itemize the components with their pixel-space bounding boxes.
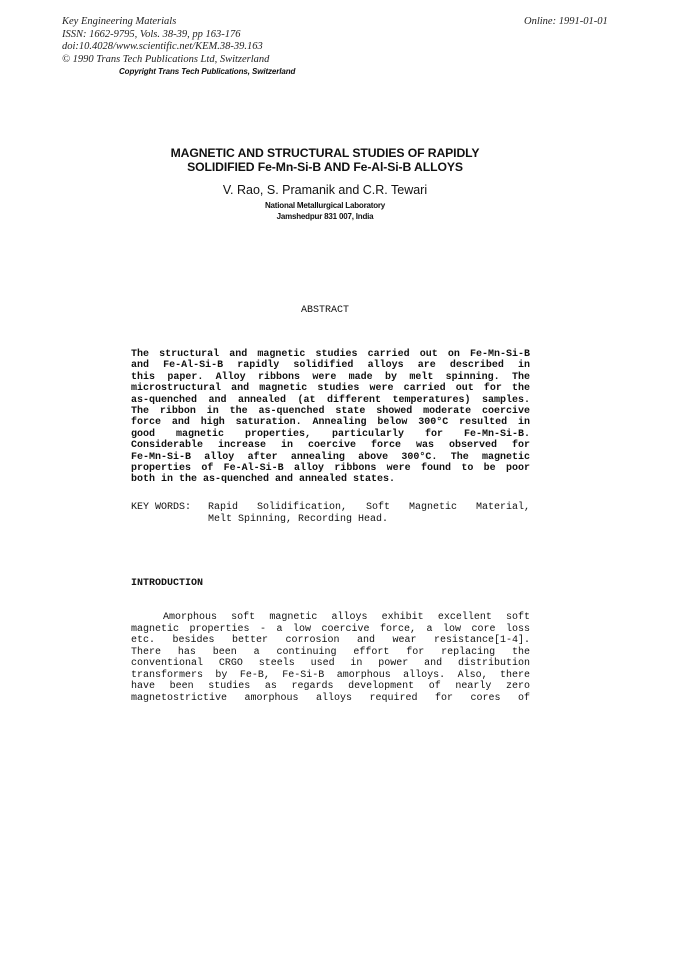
keywords-label: KEY WORDS: xyxy=(131,502,192,513)
intro-line: Amorphous soft magnetic alloys exhibit excellent soft xyxy=(163,612,530,623)
online-date: Online: 1991-01-01 xyxy=(524,16,608,27)
affiliation-line-2: Jamshedpur 831 007, India xyxy=(276,211,374,221)
abstract-line: force and high saturation. Annealing below 300°C resulted in xyxy=(131,417,530,429)
intro-line: magnetic properties - a low coercive force, a low core loss xyxy=(131,623,530,635)
paper-title xyxy=(120,146,530,174)
keywords-line-2: Melt Spinning, Recording Head. xyxy=(208,514,389,525)
copyright-line: Copyright Trans Tech Publications, Switzerland xyxy=(119,67,296,76)
keywords-line-1: Rapid Solidification, Soft Magnetic Material, xyxy=(208,502,530,513)
intro-line: have been studies as regards development of nearly zero xyxy=(131,681,530,692)
intro-line: transformers by Fe-B, Fe-Si-B amorphous alloys. Also, there xyxy=(131,669,530,681)
issn-line: ISSN: 1662-9795, Vols. 38-39, pp 163-176 xyxy=(62,28,241,40)
title-line-2: SOLIDIFIED Fe-Mn-Si-B AND Fe-Al-Si-B ALLOYS xyxy=(187,160,463,174)
abstract-line: this paper. Alloy ribbons were made by melt spinning. The xyxy=(131,371,530,383)
introduction-heading: INTRODUCTION xyxy=(131,578,204,589)
intro-line: magnetostrictive amorphous alloys required for cores of xyxy=(131,692,530,704)
affiliation-line-1: National Metallurgical Laboratory xyxy=(264,201,386,210)
abstract-line: both in the as-quenched and annealed states. xyxy=(131,474,396,486)
intro-line: etc. besides better corrosion and wear resistance[1-4]. xyxy=(131,635,530,646)
abstract-heading: ABSTRACT xyxy=(300,305,349,316)
intro-line: There has been a continuing effort for replacing the xyxy=(131,646,530,658)
authors: V. Rao, S. Pramanik and C.R. Tewari xyxy=(222,183,428,197)
affiliation xyxy=(120,201,530,222)
abstract-body xyxy=(131,349,530,486)
title-line-1: MAGNETIC AND STRUCTURAL STUDIES OF RAPIDLY xyxy=(170,146,480,160)
abstract-line: microstructural and magnetic studies were carried out for the xyxy=(131,383,530,395)
doi-line: doi:10.4028/www.scientific.net/KEM.38-39.163 xyxy=(62,41,263,52)
intro-line: conventional CRGO steels used in power and distribution xyxy=(131,658,530,669)
publisher-copyright: © 1990 Trans Tech Publications Ltd, Switzerland xyxy=(62,53,270,65)
keywords-label-spacer xyxy=(131,514,208,526)
introduction-body xyxy=(131,612,530,704)
journal-header xyxy=(62,16,269,66)
abstract-line: Fe-Mn-Si-B alloy after annealing above 300°C. The magnetic xyxy=(131,451,530,463)
journal-name: Key Engineering Materials xyxy=(62,16,177,27)
abstract-line: Considerable increase in coercive force was observed for xyxy=(131,440,530,452)
abstract-line: The structural and magnetic studies carried out on Fe-Mn-Si-B xyxy=(131,349,530,360)
abstract-line: as-quenched and annealed (at different temperatures) samples. xyxy=(131,394,530,406)
keywords xyxy=(131,502,530,526)
abstract-line: good magnetic properties, particularly for Fe-Mn-Si-B. xyxy=(131,428,530,440)
abstract-line: The ribbon in the as-quenched state showed moderate coercive xyxy=(131,406,530,418)
abstract-line: and Fe-Al-Si-B rapidly solidified alloys are described in xyxy=(131,360,530,372)
abstract-line: properties of Fe-Al-Si-B alloy ribbons were found to be poor xyxy=(131,463,530,475)
